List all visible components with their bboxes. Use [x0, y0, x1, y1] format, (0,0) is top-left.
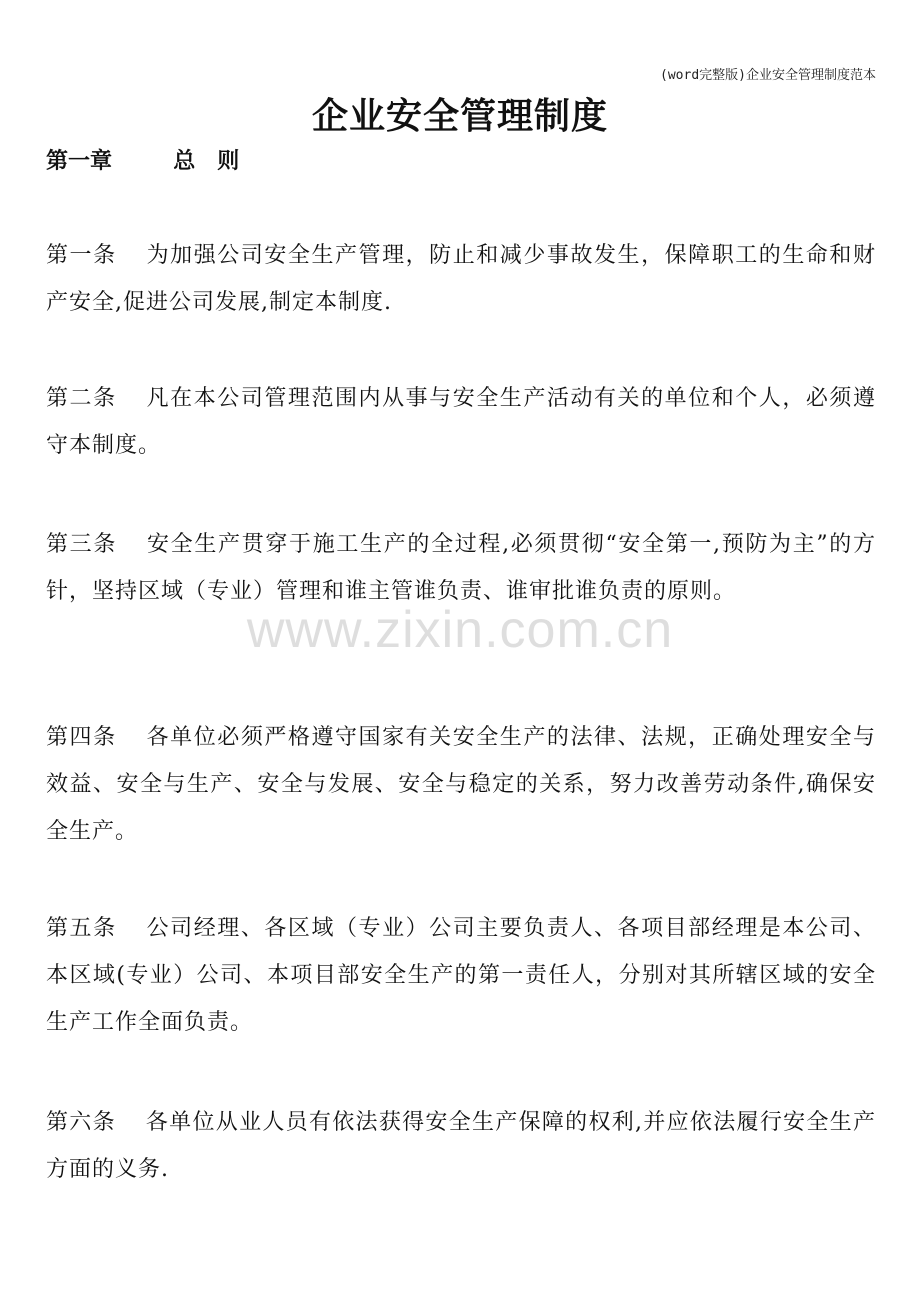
- article-text: 凡在本公司管理范围内从事与安全生产活动有关的单位和个人，必须遵守本制度。: [46, 386, 876, 458]
- article-3: [46, 521, 876, 615]
- running-header: (word完整版)企业安全管理制度范本: [660, 68, 876, 83]
- article-number: 第三条: [46, 532, 118, 557]
- article-1: [46, 232, 876, 326]
- chapter-name: 总 则: [173, 148, 240, 174]
- watermark: www.zixin.com.cn: [246, 601, 674, 659]
- document-title: 企业安全管理制度: [311, 95, 608, 137]
- article-4: [46, 714, 876, 855]
- article-number: 第一条: [46, 243, 117, 268]
- article-number: 第六条: [46, 1110, 116, 1135]
- article-text: 各单位从业人员有依法获得安全生产保障的权利,并应依法履行安全生产方面的义务.: [46, 1110, 876, 1182]
- article-2: [46, 375, 876, 469]
- article-number: 第五条: [46, 916, 117, 941]
- chapter-heading: [46, 144, 239, 175]
- article-text: 各单位必须严格遵守国家有关安全生产的法律、法规，正确处理安全与效益、安全与生产、安全与发展、安全与稳定的关系，努力改善劳动条件,确保安全生产。: [46, 725, 876, 844]
- article-5: [46, 905, 876, 1046]
- article-text: 为加强公司安全生产管理，防止和减少事故发生，保障职工的生命和财产安全,促进公司发展,制定本制度.: [46, 243, 876, 315]
- article-6: [46, 1099, 876, 1193]
- article-number: 第二条: [46, 386, 117, 411]
- article-text: 公司经理、各区域（专业）公司主要负责人、各项目部经理是本公司、本区域(专业）公司、本项目部安全生产的第一责任人，分别对其所辖区域的安全生产工作全面负责。: [46, 916, 876, 1035]
- article-text: 安全生产贯穿于施工生产的全过程,必须贯彻“安全第一,预防为主”的方针，坚持区域（专业）管理和谁主管谁负责、谁审批谁负责的原则。: [46, 532, 876, 604]
- chapter-number: 第一章: [46, 148, 113, 174]
- article-number: 第四条: [46, 725, 117, 750]
